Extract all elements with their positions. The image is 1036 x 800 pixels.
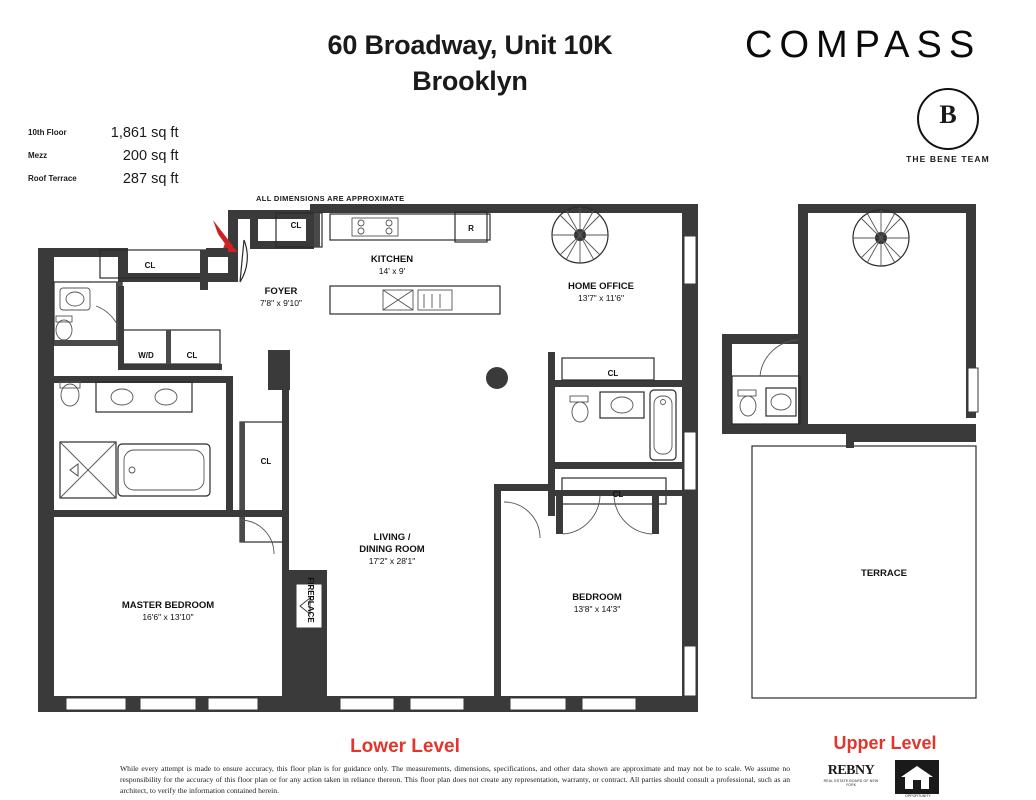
bedroom-door-swing [504, 502, 540, 538]
area-label: Mezz [28, 151, 48, 161]
area-value: 200 sq ft [122, 147, 179, 164]
room-name-terrace: TERRACE [861, 568, 907, 579]
area-value: 287 sq ft [122, 170, 179, 187]
label-cl-6: CL [612, 490, 624, 499]
area-summary [28, 122, 178, 191]
room-name-foyer: FOYER [264, 286, 298, 297]
kitchen-fixtures [330, 212, 500, 314]
area-row [28, 168, 178, 191]
bene-team-name: THE BENE TEAM [906, 154, 990, 164]
bene-team-logo [900, 88, 996, 164]
room-name-bedroom: BEDROOM [572, 592, 622, 603]
room-dims-bedroom: 13'8" x 14'3" [573, 604, 621, 614]
window-upper-right [968, 368, 978, 412]
bene-circle-icon [917, 88, 979, 150]
area-row [28, 145, 178, 168]
title-borough: Brooklyn [412, 65, 528, 96]
label-cl-1: CL [290, 221, 302, 230]
room-dims-home-office: 13'7" x 11'6" [578, 293, 624, 303]
master-bath [54, 376, 234, 517]
room-name-master-bedroom: MASTER BEDROOM [121, 600, 215, 611]
page-title [240, 28, 700, 99]
laundry-closet [118, 286, 222, 370]
disclaimer-text: While every attempt is made to ensure accuracy, this floor plan is for guidance only. The measurements, dimensions, specifications, and other data shown are approximate and may not be to scale. We assume no responsibility for the accuracy of this floor plan or for any action taken in reliance thereon. This floor plan does not create any representation, warranty, or contract. All parties should consult a professional, such as an architect, to verify the information contained herein. [120, 764, 790, 795]
title-address: 60 Broadway, Unit 10K [327, 30, 613, 60]
lower-level-caption: Lower Level [350, 736, 460, 757]
label-cl-4: CL [260, 457, 272, 466]
room-dims-living: 17'2" x 28'1" [368, 556, 416, 566]
area-value: 1,861 sq ft [110, 125, 179, 141]
master-door-swing [240, 520, 274, 554]
room-dims-foyer: 7'8" x 9'10" [260, 298, 302, 308]
label-cl-3: CL [186, 351, 198, 360]
rebny-logo [820, 764, 882, 787]
label-refrigerator: R [468, 224, 474, 233]
label-washer-dryer: W/D [138, 351, 154, 360]
compass-logo: COMPASS [745, 24, 982, 66]
label-cl-2: CL [144, 261, 156, 270]
spiral-stair-lower [552, 207, 608, 263]
area-label: 10th Floor [28, 128, 67, 138]
room-dims-master-bedroom: 16'6" x 13'10" [142, 612, 194, 622]
equal-housing-opportunity-icon [895, 760, 939, 794]
windows-lower-bottom [66, 698, 636, 710]
room-name-living-2: DINING ROOM [359, 544, 425, 555]
structural-column [486, 367, 508, 389]
wall-nub [268, 350, 290, 390]
area-row [28, 122, 178, 145]
room-name-home-office: HOME OFFICE [568, 281, 634, 292]
label-cl-5: CL [607, 369, 619, 378]
powder-room [54, 282, 122, 346]
hall-closet [240, 376, 289, 566]
upper-level-caption: Upper Level [833, 733, 937, 753]
bedroom-closets [494, 468, 688, 700]
upper-bath [732, 340, 800, 424]
area-label: Roof Terrace [28, 173, 77, 183]
room-name-living-1: LIVING / [373, 532, 411, 543]
room-dims-kitchen: 14' x 9' [378, 266, 406, 276]
floorplan-drawing [0, 190, 1036, 735]
rebny-name: REBNY [827, 763, 875, 778]
rebny-subtitle: REAL ESTATE BOARD OF NEW YORK [823, 779, 879, 787]
label-fireplace: FIREPLACE [306, 577, 315, 623]
equal-housing-subtitle: EQUAL HOUSING OPPORTUNITY [903, 790, 933, 798]
room-name-kitchen: KITCHEN [370, 254, 414, 265]
spiral-stair-upper [853, 210, 909, 266]
upper-level-walls [722, 204, 976, 698]
bene-monogram: B [939, 100, 957, 129]
approximate-note: ALL DIMENSIONS ARE APPROXIMATE [256, 194, 405, 203]
